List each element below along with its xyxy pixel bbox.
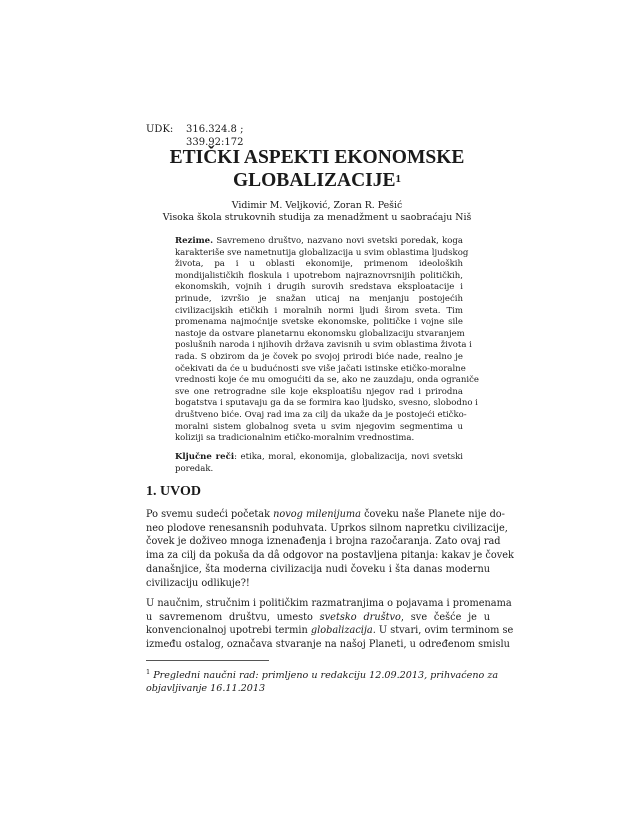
- keywords-label: Ključne reči: [175, 452, 235, 462]
- emphasis: novog milenijuma: [273, 509, 361, 520]
- footnote: [146, 666, 499, 695]
- abstract-line: ekonomskih, vojnih i drugih surovih sredstava eksploatacije i: [175, 282, 463, 293]
- keywords-line: poredak.: [175, 463, 214, 474]
- footnote-ref[interactable]: 1: [395, 173, 402, 185]
- text: . U stvari, ovim terminom se: [372, 625, 514, 637]
- text: u savremenom društvu, umesto: [146, 611, 320, 623]
- udk-block: [146, 124, 244, 148]
- footnote-mark: 1: [146, 668, 151, 676]
- text: čoveku naše Planete nije do-: [360, 509, 505, 520]
- footnote-line: [146, 666, 499, 683]
- abstract-line: mondijalističkih floskula i upotrebom najraznovrsnijih političkih,: [175, 270, 463, 281]
- text-line: neo plodove renesansnih poduhvata. Uprkos silnom napretku civilizacije,: [146, 522, 508, 534]
- abstract-line: bogatstva i sputavaju ga da se formira kao ljudsko, svesno, slobodno i: [175, 398, 478, 409]
- abstract-line: rada. S obzirom da je čovek po svojoj prirodi biće nade, realno je: [175, 351, 463, 362]
- abstract-label: Rezime.: [175, 236, 214, 246]
- paragraph-globalization: [146, 597, 514, 652]
- abstract-line: [175, 236, 463, 248]
- text-line: između ostalog, označava stvaranje na našoj Planeti, u određenom smislu: [146, 639, 510, 651]
- footnote-line: objavljivanje 16.11.2013: [146, 682, 266, 694]
- text: , sve češće je u: [400, 611, 490, 623]
- authors: Vidimir M. Veljković, Zoran R. Pešić: [231, 200, 403, 211]
- abstract-text: Savremeno društvo, nazvano novi svetski poredak, koga: [213, 236, 463, 246]
- abstract-line: prinude, izvršio je snažan uticaj na menjanju postojećih: [175, 293, 463, 304]
- text-line: današnjice, šta moderna civilizacija nudi čoveku i šta danas modernu: [146, 563, 490, 575]
- text-line: [146, 624, 514, 638]
- title-line: ETIČKI ASPEKTI EKONOMSKE: [169, 147, 465, 168]
- abstract-line: života, pa i u oblasti ekonomije, primenom ideoloških: [175, 259, 463, 270]
- udk-label: UDK:: [146, 124, 174, 135]
- keywords-text: : etika, moral, ekonomija, globalizacija, novi svetski: [234, 452, 463, 462]
- article-title: [0, 146, 634, 192]
- keywords-line: [175, 452, 463, 464]
- udk-code: 339.92:172: [186, 136, 244, 148]
- emphasis: globalizacija: [310, 625, 373, 637]
- text: konvencionalnoj upotrebi termin: [146, 625, 311, 637]
- abstract-line: sve one retrogradne sile koje eksploatišu njegov rad i prirodna: [175, 386, 463, 397]
- abstract-line: očekivati da će u budućnosti sve više jačati istinske etičko-moralne: [175, 363, 466, 374]
- text-line: [146, 508, 505, 522]
- abstract-line: promenama najmoćnije svetske ekonomske, političke i vojne sile: [175, 317, 463, 328]
- author-block: [0, 200, 634, 224]
- paragraph-intro: [146, 508, 514, 590]
- title-line: [0, 169, 634, 192]
- text: Po svemu sudeći početak: [146, 509, 274, 520]
- udk-code: 316.324.8 ;: [186, 124, 244, 135]
- text-line: ima za cilj da pokuša da dâ odgovor na postavljena pitanja: kakav je čovek: [146, 550, 514, 562]
- text-line: civilizaciju odlikuje?!: [146, 577, 250, 589]
- abstract-line: poslušnih naroda i njihovih država zavisnih u svim oblastima života i: [175, 340, 472, 351]
- footnote-text: Pregledni naučni rad: primljeno u redakciju 12.09.2013, prihvaćeno za: [150, 670, 499, 682]
- abstract-line: koliziji sa tradicionalnim etičko-moralnim vrednostima.: [175, 433, 415, 444]
- text-line: čovek je doživeo mnoga iznenađenja i brojna razočaranja. Zato ovaj rad: [146, 536, 501, 548]
- abstract-line: moralni sistem globalnog sveta u svim njegovim segmentima u: [175, 421, 463, 432]
- affiliation: Visoka škola strukovnih studija za menadžment u saobraćaju Niš: [162, 212, 472, 223]
- footnote-divider: [146, 660, 269, 661]
- abstract-line: karakteriše sve nametnutija globalizacija u svim oblastima ljudskog: [175, 247, 469, 258]
- abstract: [175, 236, 479, 445]
- keywords: [175, 452, 463, 475]
- text-line: [146, 611, 490, 625]
- title-line-text: GLOBALIZACIJE: [232, 170, 396, 191]
- section-heading: 1. UVOD: [146, 484, 201, 499]
- abstract-line: vrednosti koje će mu omogućiti da se, ako ne zauzdaju, onda ograniče: [175, 375, 479, 386]
- abstract-line: nastoje da ostvare planetarnu ekonomsku globalizaciju stvaranjem: [175, 328, 465, 339]
- abstract-line: društveno biće. Ovaj rad ima za cilj da ukaže da je postojeći etičko-: [175, 409, 467, 420]
- text-line: U naučnim, stručnim i političkim razmatranjima o pojavama i promenama: [146, 598, 512, 609]
- emphasis: svetsko društvo: [319, 611, 401, 623]
- abstract-line: civilizacijskih etičkih i moralnih normi ljudi širom sveta. Tim: [175, 305, 463, 316]
